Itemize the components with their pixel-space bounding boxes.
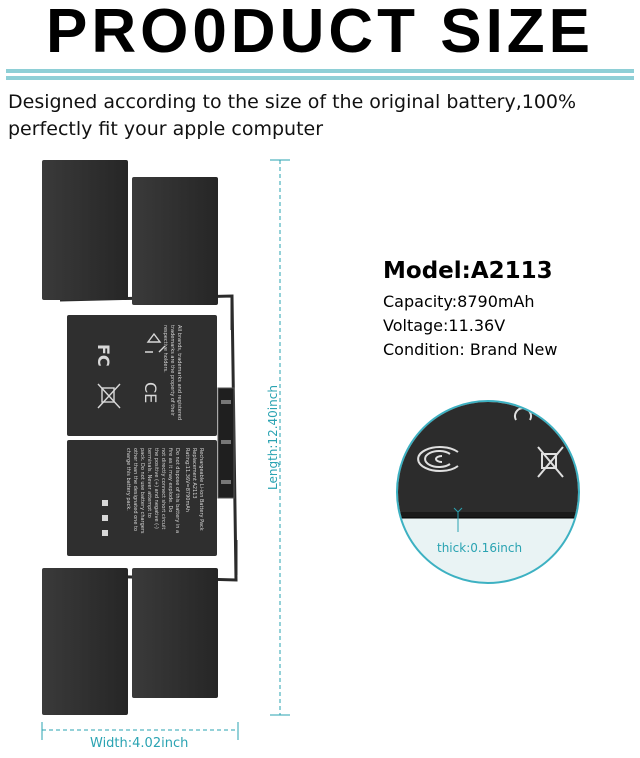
svg-text:charge this battery pack.: charge this battery pack.: [125, 448, 131, 511]
battery-cell-bottom-right: [132, 568, 218, 698]
svg-text:respective holders.: respective holders.: [162, 325, 168, 373]
specs-panel: [383, 258, 557, 362]
svg-text:Rechargeable Li-ion Battery Pa: Rechargeable Li-ion Battery Pack: [198, 448, 204, 531]
length-label: Length:12.40inch: [266, 385, 280, 490]
thickness-zoom: [396, 400, 580, 584]
svg-text:pack. Do not use battery charg: pack. Do not use battery chargers: [139, 448, 145, 534]
battery-cell-top-left: [42, 160, 128, 300]
fc-icon: [94, 344, 113, 367]
ce-icon: [141, 382, 160, 403]
svg-text:trademarks are the property of: trademarks are the property of their: [169, 325, 175, 416]
capacity-text: Capacity:8790mAh: [383, 292, 535, 311]
description-text: Designed according to the size of the original battery,100% perfectly fit your apple computer: [8, 91, 577, 140]
svg-text:Rating:11.36V=8790mAh: Rating:11.36V=8790mAh: [184, 448, 190, 512]
battery-cell-top-right: [132, 177, 218, 305]
label-small-icons: [102, 500, 108, 536]
svg-text:All brands, trademarks and reg: All brands, trademarks and registered: [176, 325, 182, 421]
page-title: PRO0DUCT SIZE: [45, 0, 595, 66]
width-label: Width:4.02inch: [90, 736, 189, 751]
condition-text: Condition: Brand New: [383, 340, 558, 359]
svg-text:terminals. Never attempt to: terminals. Never attempt to: [146, 448, 152, 518]
battery-cell-bottom-left: [42, 568, 128, 715]
thickness-label: thick:0.16inch: [437, 541, 523, 555]
svg-text:fire as it may explode. Do: fire as it may explode. Do: [167, 448, 173, 513]
svg-text:Do not dispose of this battery: Do not dispose of this battery in a: [174, 448, 180, 534]
thickness-zoom-graphic: [398, 402, 578, 582]
svg-text:Replacement A2113: Replacement A2113: [191, 448, 197, 499]
battery-cell-label-upper: [67, 315, 217, 436]
svg-text:FC: FC: [94, 344, 113, 367]
voltage-text: Voltage:11.36V: [383, 316, 506, 335]
svg-text:not directly connect short cir: not directly connect short circuit: [160, 448, 166, 530]
svg-text:the positive (+) and negative: the positive (+) and negative (-): [153, 448, 159, 529]
svg-text:CE: CE: [141, 382, 160, 404]
svg-text:other than the designated one: other than the designated one to: [132, 448, 138, 532]
model-text: Model:A2113: [383, 258, 553, 284]
